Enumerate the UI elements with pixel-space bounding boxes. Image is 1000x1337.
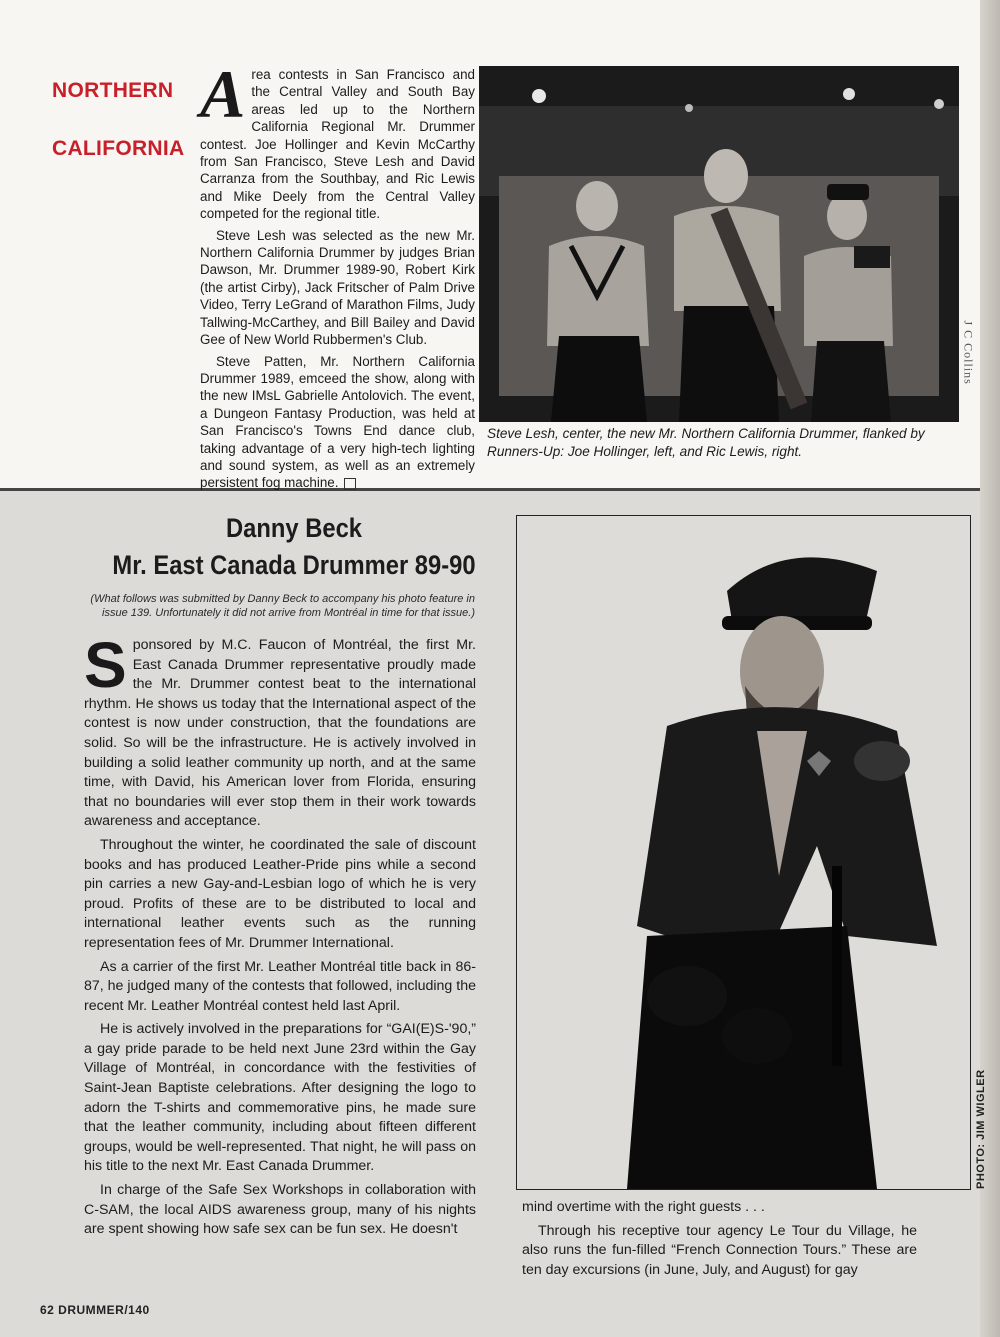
- page-folio: 62 DRUMMER/140: [40, 1303, 150, 1317]
- article1-column: [200, 56, 475, 496]
- article2-title-line2: Mr. East Canada Drummer 89-90: [112, 550, 476, 580]
- dropcap-s: S: [84, 629, 127, 701]
- photo1-caption: Steve Lesh, center, the new Mr. Northern California Drummer, flanked by Runners-Up: Joe Hollinger, left, and Ric Lewis, right.: [487, 426, 925, 459]
- article2-continuation: [522, 1198, 917, 1284]
- editor-note: (What follows was submitted by Danny Beck to accompany his photo feature in issue 139. Unfortunately it did not arrive from Montréal in time for that issue.): [90, 593, 475, 619]
- article1-paragraph-3: Steve Patten, Mr. Northern California Drummer 1989, emceed the show, along with the new IMsL Gabrielle Antolovich. The event, a Dungeon Fantasy Production, was held at San Francisco's Towns End dance club, taking advantage of a very high-tech lighting and sound system, as well as an extremely persistent fog machine.: [200, 353, 475, 491]
- stage-photo: [479, 66, 959, 422]
- article2-paragraph-5: In charge of the Safe Sex Workshops in collaboration with C-SAM, the local AIDS awareness group, many of his nights are spent showing how safe sex can be fun sex. He doesn't: [84, 1182, 476, 1238]
- article2-title: [110, 510, 478, 584]
- end-mark-icon: [344, 478, 356, 490]
- dropcap-a: A: [200, 56, 246, 132]
- article2-paragraph-3: As a carrier of the first Mr. Leather Montréal title back in 86-87, he judged many of the contests that followed, including the recent Mr. Leather Montréal contest held last April.: [84, 958, 476, 1014]
- article2-paragraph-2: Throughout the winter, he coordinated the sale of discount books and has produced Leather-Pride pins while a second pin carries a new Gay-and-Lesbian logo of which he is very proud. Profits of these are to be distributed to local and international leather events such as the running representation fees of Mr. Drummer International.: [84, 836, 476, 951]
- article2-paragraph-6: mind overtime with the right guests . . .: [522, 1199, 765, 1215]
- article2-title-line1: Danny Beck: [225, 513, 363, 543]
- article1-paragraph-1: Area contests in San Francisco and the Central Valley and South Bay areas led up to the Northern California Regional Mr. Drummer contest. Joe Hollinger and Kevin McCarthy from San Francisco, Steve Lesh and David Carranza from the Southbay, and Ric Lewis and Mike Deely from the Central Valley competed for the regional title.: [200, 56, 475, 222]
- photo2-credit: PHOTO: JIM WIGLER: [975, 1069, 987, 1189]
- section-heading-line2: CALIFORNIA: [52, 137, 185, 160]
- article2-paragraph-7: Through his receptive tour agency Le Tour du Village, he also runs the fun-filled “French Connection Tours.” These are ten day excursions (in June, July, and August) for gay: [522, 1222, 917, 1278]
- article2-paragraph-1: Sponsored by M.C. Faucon of Montréal, the first Mr. East Canada Drummer representative proudly made the Mr. Drummer contest beat to the international rhythm. He shows us today that the International aspect of the contest is now under construction, that the foundations are solid. So will be the infrastructure. He is actively involved in building a solid leather community up north, and at the same time, with David, his American lover from Florida, ensuring that no boundaries will ever stop them in their work towards awareness and acceptance.: [84, 629, 476, 830]
- stage-photo-illustration: [479, 66, 959, 422]
- article1-paragraph-2: Steve Lesh was selected as the new Mr. Northern California Drummer by judges Brian Dawson, Mr. Drummer 1989-90, Robert Kirk (the artist Cirby), Jack Fritscher of Palm Drive Video, Terry LeGrand of Marathon Films, Judy Tallwing-McCarthey, and Bill Bailey and David Gee of New World Rubbermen's Club.: [200, 227, 475, 348]
- article2-column: [84, 629, 476, 1244]
- photo1-credit: J C Collins: [961, 320, 976, 385]
- section-divider: [0, 488, 1000, 491]
- article2-paragraph-4: He is actively involved in the preparations for “GAI(E)S-'90,” a gay pride parade to be held next June 23rd within the Gay Village of Montréal, in concordance with the festivities of Saint-Jean Baptiste celebrations. After designing the logo to adorn the T-shirts and commemorative pins, he made sure that the leather community, including about fifteen different groups, would be well-represented. That night, he will pass on his title to the next Mr. East Canada Drummer.: [84, 1021, 476, 1175]
- section-heading-line1: NORTHERN: [52, 79, 174, 102]
- portrait-photo-illustration: [517, 516, 970, 1189]
- section-heading: [52, 62, 192, 178]
- portrait-photo: [516, 515, 971, 1190]
